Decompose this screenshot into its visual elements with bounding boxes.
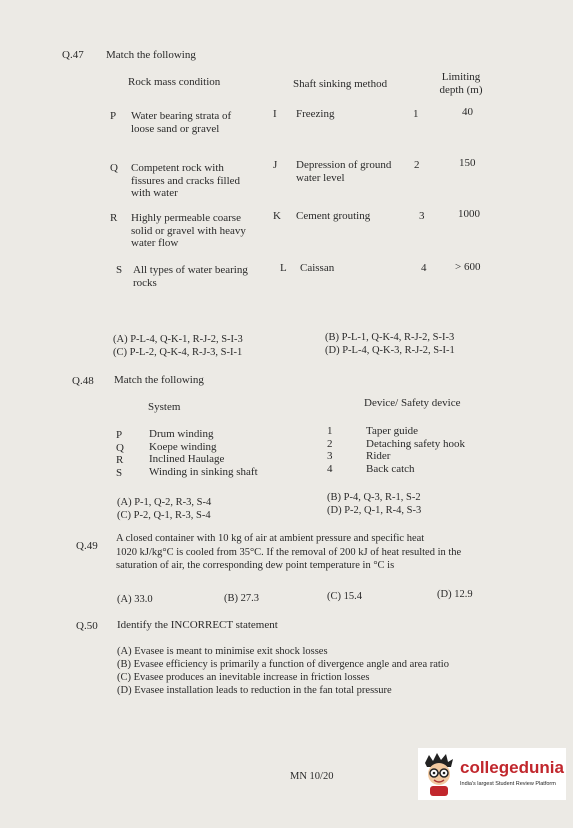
q47-row-number: 4 (421, 262, 427, 274)
q48-devices: Taper guide Detaching safety hook Rider Back catch (366, 425, 465, 475)
q48-option-d[interactable]: (D) P-2, Q-1, R-4, S-3 (327, 505, 422, 516)
q47-row-letter: S (116, 264, 123, 276)
q49-number: Q.49 (76, 540, 98, 552)
q47-row-letter: R (110, 212, 118, 224)
q50-option-a[interactable]: (A) Evasee is meant to minimise exit shock losses (117, 646, 328, 657)
q47-stem: Match the following (106, 49, 196, 61)
q50-option-b[interactable]: (B) Evasee efficiency is primarily a function of divergence angle and area ratio (117, 659, 449, 670)
q50-option-c[interactable]: (C) Evasee produces an inevitable increase in friction losses (117, 672, 370, 683)
q49-option-a[interactable]: (A) 33.0 (117, 594, 153, 605)
q49-stem: A closed container with 10 kg of air at ambient pressure and specific heat 1020 kJ/kg°C is cooled from 35°C. If the removal of 200 kJ of heat resulted in the saturation of air, the corresponding dew point temperature in °C is (116, 533, 462, 571)
q47-option-c[interactable]: (C) P-L-2, Q-K-4, R-J-3, S-I-1 (113, 347, 243, 358)
brand-name: collegedunia (460, 758, 564, 777)
q47-option-d[interactable]: (D) P-L-4, Q-K-3, R-J-2, S-I-1 (325, 345, 455, 356)
q47-row-letter: Q (110, 162, 118, 174)
q47-row-code: I (273, 108, 277, 120)
q50-stem: Identify the INCORRECT statement (117, 619, 278, 631)
q47-header-depth: Limiting depth (m) (439, 71, 483, 96)
q49-option-d[interactable]: (D) 12.9 (437, 589, 473, 600)
q47-row-code: L (280, 262, 287, 274)
q47-option-b[interactable]: (B) P-L-1, Q-K-4, R-J-2, S-I-3 (325, 332, 455, 343)
q47-row-number: 3 (419, 210, 425, 222)
q48-letters: P Q R S (116, 429, 124, 479)
page-number: MN 10/20 (290, 771, 334, 782)
q49-option-c[interactable]: (C) 15.4 (327, 591, 362, 602)
q47-row-method: Caissan (300, 262, 335, 274)
q47-number: Q.47 (62, 49, 84, 61)
q48-option-c[interactable]: (C) P-2, Q-1, R-3, S-4 (117, 510, 211, 521)
q47-row-depth: > 600 (455, 261, 481, 273)
brand-tagline: India's largest Student Review Platform (460, 781, 556, 787)
q47-row-method: Freezing (296, 108, 335, 120)
q47-row-condition: All types of water bearing rocks (133, 264, 248, 289)
q47-row-depth: 150 (459, 157, 476, 169)
q47-row-depth: 40 (462, 106, 473, 118)
q50-option-d[interactable]: (D) Evasee installation leads to reduction in the fan total pressure (117, 685, 392, 696)
q47-row-condition: Highly permeable coarse solid or gravel with heavy water flow (131, 212, 246, 249)
q48-numbers: 1 2 3 4 (327, 425, 333, 475)
q48-option-b[interactable]: (B) P-4, Q-3, R-1, S-2 (327, 492, 421, 503)
collegedunia-watermark (418, 748, 566, 800)
q49-option-b[interactable]: (B) 27.3 (224, 593, 259, 604)
q47-header-shaft-method: Shaft sinking method (293, 78, 388, 90)
student-mascot-icon (419, 749, 459, 799)
q47-row-number: 2 (414, 159, 420, 171)
q47-row-code: J (273, 159, 278, 171)
q48-header-system: System (148, 401, 181, 413)
q48-option-a[interactable]: (A) P-1, Q-2, R-3, S-4 (117, 497, 212, 508)
q48-header-device: Device/ Safety device (364, 397, 461, 409)
q47-row-number: 1 (413, 108, 419, 120)
q47-option-a[interactable]: (A) P-L-4, Q-K-1, R-J-2, S-I-3 (113, 334, 243, 345)
q47-row-method: Cement grouting (296, 210, 371, 222)
q48-number: Q.48 (72, 375, 94, 387)
q47-row-letter: P (110, 110, 117, 122)
q47-header-rock-mass: Rock mass condition (128, 76, 221, 88)
q47-row-condition: Competent rock with fissures and cracks filled with water (131, 162, 241, 199)
q48-systems: Drum winding Koepe winding Inclined Haulage Winding in sinking shaft (149, 428, 258, 478)
q50-number: Q.50 (76, 620, 98, 632)
q47-row-code: K (273, 210, 281, 222)
q47-row-method: Depression of ground water level (296, 159, 392, 184)
q47-row-condition: Water bearing strata of loose sand or gravel (131, 110, 232, 135)
q47-row-depth: 1000 (458, 208, 480, 220)
q48-stem: Match the following (114, 374, 204, 386)
